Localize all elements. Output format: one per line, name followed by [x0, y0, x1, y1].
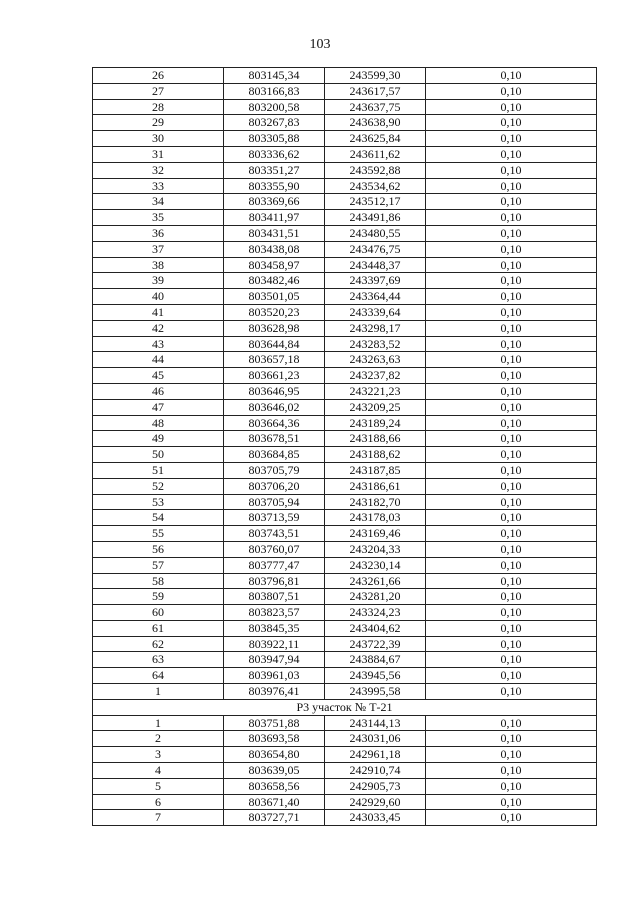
x-coordinate: 803693,58 [224, 731, 325, 747]
x-coordinate: 803654,80 [224, 747, 325, 763]
table-row [93, 636, 597, 652]
table-row [93, 747, 597, 763]
x-coordinate: 803145,34 [224, 68, 325, 84]
point-number: 35 [93, 210, 224, 226]
table-row [93, 589, 597, 605]
accuracy: 0,10 [426, 162, 597, 178]
x-coordinate: 803351,27 [224, 162, 325, 178]
x-coordinate: 803644,84 [224, 336, 325, 352]
accuracy: 0,10 [426, 478, 597, 494]
accuracy: 0,10 [426, 620, 597, 636]
x-coordinate: 803411,97 [224, 210, 325, 226]
page-number: 103 [309, 37, 331, 52]
table-row [93, 668, 597, 684]
table-row [93, 715, 597, 731]
x-coordinate: 803646,95 [224, 383, 325, 399]
table-row [93, 462, 597, 478]
table-row [93, 478, 597, 494]
point-number: 51 [93, 462, 224, 478]
table-row [93, 447, 597, 463]
x-coordinate: 803976,41 [224, 684, 325, 700]
accuracy: 0,10 [426, 273, 597, 289]
accuracy: 0,10 [426, 447, 597, 463]
accuracy: 0,10 [426, 810, 597, 826]
accuracy: 0,10 [426, 383, 597, 399]
point-number: 43 [93, 336, 224, 352]
y-coordinate: 243237,82 [325, 368, 426, 384]
accuracy: 0,10 [426, 605, 597, 621]
y-coordinate: 243617,57 [325, 83, 426, 99]
x-coordinate: 803796,81 [224, 573, 325, 589]
accuracy: 0,10 [426, 462, 597, 478]
point-number: 36 [93, 225, 224, 241]
y-coordinate: 243033,45 [325, 810, 426, 826]
accuracy: 0,10 [426, 115, 597, 131]
point-number: 39 [93, 273, 224, 289]
section-header [93, 699, 597, 715]
point-number: 63 [93, 652, 224, 668]
x-coordinate: 803658,56 [224, 778, 325, 794]
x-coordinate: 803684,85 [224, 447, 325, 463]
point-number: 1 [93, 715, 224, 731]
accuracy: 0,10 [426, 510, 597, 526]
table-row [93, 289, 597, 305]
x-coordinate: 803355,90 [224, 178, 325, 194]
y-coordinate: 243491,86 [325, 210, 426, 226]
accuracy: 0,10 [426, 352, 597, 368]
point-number: 47 [93, 399, 224, 415]
y-coordinate: 243230,14 [325, 557, 426, 573]
accuracy: 0,10 [426, 399, 597, 415]
table-row [93, 257, 597, 273]
y-coordinate: 243031,06 [325, 731, 426, 747]
x-coordinate: 803678,51 [224, 431, 325, 447]
table-row [93, 605, 597, 621]
section-title: Р3 участок № Т-21 [93, 699, 597, 715]
y-coordinate: 243189,24 [325, 415, 426, 431]
x-coordinate: 803661,23 [224, 368, 325, 384]
y-coordinate: 243448,37 [325, 257, 426, 273]
x-coordinate: 803777,47 [224, 557, 325, 573]
accuracy: 0,10 [426, 415, 597, 431]
accuracy: 0,10 [426, 715, 597, 731]
x-coordinate: 803947,94 [224, 652, 325, 668]
accuracy: 0,10 [426, 557, 597, 573]
accuracy: 0,10 [426, 589, 597, 605]
table-row [93, 352, 597, 368]
point-number: 62 [93, 636, 224, 652]
accuracy: 0,10 [426, 747, 597, 763]
y-coordinate: 243182,70 [325, 494, 426, 510]
x-coordinate: 803760,07 [224, 541, 325, 557]
y-coordinate: 242961,18 [325, 747, 426, 763]
table-row [93, 620, 597, 636]
table-row [93, 778, 597, 794]
x-coordinate: 803369,66 [224, 194, 325, 210]
accuracy: 0,10 [426, 541, 597, 557]
accuracy: 0,10 [426, 731, 597, 747]
point-number: 4 [93, 763, 224, 779]
x-coordinate: 803713,59 [224, 510, 325, 526]
table-row [93, 241, 597, 257]
table-row [93, 684, 597, 700]
x-coordinate: 803706,20 [224, 478, 325, 494]
y-coordinate: 243480,55 [325, 225, 426, 241]
y-coordinate: 243599,30 [325, 68, 426, 84]
y-coordinate: 243188,62 [325, 447, 426, 463]
x-coordinate: 803922,11 [224, 636, 325, 652]
coordinates-table [92, 67, 597, 826]
table-row [93, 763, 597, 779]
point-number: 64 [93, 668, 224, 684]
accuracy: 0,10 [426, 526, 597, 542]
x-coordinate: 803482,46 [224, 273, 325, 289]
point-number: 6 [93, 794, 224, 810]
y-coordinate: 243178,03 [325, 510, 426, 526]
point-number: 53 [93, 494, 224, 510]
y-coordinate: 243339,64 [325, 304, 426, 320]
accuracy: 0,10 [426, 320, 597, 336]
y-coordinate: 243476,75 [325, 241, 426, 257]
x-coordinate: 803807,51 [224, 589, 325, 605]
y-coordinate: 243722,39 [325, 636, 426, 652]
y-coordinate: 242929,60 [325, 794, 426, 810]
table-row [93, 320, 597, 336]
y-coordinate: 243625,84 [325, 131, 426, 147]
y-coordinate: 243298,17 [325, 320, 426, 336]
x-coordinate: 803501,05 [224, 289, 325, 305]
table-row [93, 162, 597, 178]
accuracy: 0,10 [426, 368, 597, 384]
point-number: 32 [93, 162, 224, 178]
y-coordinate: 243144,13 [325, 715, 426, 731]
x-coordinate: 803628,98 [224, 320, 325, 336]
x-coordinate: 803671,40 [224, 794, 325, 810]
y-coordinate: 243187,85 [325, 462, 426, 478]
y-coordinate: 243512,17 [325, 194, 426, 210]
point-number: 55 [93, 526, 224, 542]
table-row [93, 336, 597, 352]
y-coordinate: 243404,62 [325, 620, 426, 636]
accuracy: 0,10 [426, 178, 597, 194]
accuracy: 0,10 [426, 431, 597, 447]
y-coordinate: 243364,44 [325, 289, 426, 305]
x-coordinate: 803751,88 [224, 715, 325, 731]
table-row [93, 83, 597, 99]
x-coordinate: 803520,23 [224, 304, 325, 320]
point-number: 42 [93, 320, 224, 336]
y-coordinate: 243169,46 [325, 526, 426, 542]
point-number: 26 [93, 68, 224, 84]
point-number: 54 [93, 510, 224, 526]
y-coordinate: 243638,90 [325, 115, 426, 131]
table-row [93, 99, 597, 115]
accuracy: 0,10 [426, 99, 597, 115]
table-row [93, 146, 597, 162]
x-coordinate: 803845,35 [224, 620, 325, 636]
table-row [93, 383, 597, 399]
y-coordinate: 242910,74 [325, 763, 426, 779]
y-coordinate: 243945,56 [325, 668, 426, 684]
point-number: 7 [93, 810, 224, 826]
accuracy: 0,10 [426, 778, 597, 794]
y-coordinate: 243611,62 [325, 146, 426, 162]
point-number: 40 [93, 289, 224, 305]
y-coordinate: 243261,66 [325, 573, 426, 589]
accuracy: 0,10 [426, 636, 597, 652]
y-coordinate: 243884,67 [325, 652, 426, 668]
x-coordinate: 803646,02 [224, 399, 325, 415]
table-row [93, 225, 597, 241]
accuracy: 0,10 [426, 763, 597, 779]
accuracy: 0,10 [426, 289, 597, 305]
table-row [93, 273, 597, 289]
point-number: 31 [93, 146, 224, 162]
point-number: 45 [93, 368, 224, 384]
point-number: 49 [93, 431, 224, 447]
point-number: 34 [93, 194, 224, 210]
point-number: 1 [93, 684, 224, 700]
table-row [93, 368, 597, 384]
table-row [93, 810, 597, 826]
x-coordinate: 803639,05 [224, 763, 325, 779]
accuracy: 0,10 [426, 131, 597, 147]
y-coordinate: 243283,52 [325, 336, 426, 352]
section-row [93, 699, 597, 715]
point-number: 27 [93, 83, 224, 99]
point-number: 37 [93, 241, 224, 257]
y-coordinate: 243204,33 [325, 541, 426, 557]
x-coordinate: 803431,51 [224, 225, 325, 241]
table-row [93, 541, 597, 557]
accuracy: 0,10 [426, 794, 597, 810]
y-coordinate: 243637,75 [325, 99, 426, 115]
x-coordinate: 803267,83 [224, 115, 325, 131]
table-row [93, 68, 597, 84]
x-coordinate: 803438,08 [224, 241, 325, 257]
accuracy: 0,10 [426, 68, 597, 84]
point-number: 29 [93, 115, 224, 131]
accuracy: 0,10 [426, 225, 597, 241]
table-row [93, 131, 597, 147]
table-row [93, 731, 597, 747]
table-row [93, 210, 597, 226]
x-coordinate: 803705,79 [224, 462, 325, 478]
x-coordinate: 803200,58 [224, 99, 325, 115]
accuracy: 0,10 [426, 83, 597, 99]
y-coordinate: 243995,58 [325, 684, 426, 700]
x-coordinate: 803305,88 [224, 131, 325, 147]
y-coordinate: 243324,23 [325, 605, 426, 621]
point-number: 33 [93, 178, 224, 194]
point-number: 58 [93, 573, 224, 589]
point-number: 41 [93, 304, 224, 320]
x-coordinate: 803961,03 [224, 668, 325, 684]
accuracy: 0,10 [426, 304, 597, 320]
x-coordinate: 803458,97 [224, 257, 325, 273]
y-coordinate: 243592,88 [325, 162, 426, 178]
point-number: 50 [93, 447, 224, 463]
y-coordinate: 243397,69 [325, 273, 426, 289]
table-body-bottom [93, 715, 597, 826]
x-coordinate: 803705,94 [224, 494, 325, 510]
point-number: 56 [93, 541, 224, 557]
accuracy: 0,10 [426, 573, 597, 589]
accuracy: 0,10 [426, 668, 597, 684]
table-row [93, 431, 597, 447]
y-coordinate: 243186,61 [325, 478, 426, 494]
point-number: 2 [93, 731, 224, 747]
point-number: 30 [93, 131, 224, 147]
table-row [93, 304, 597, 320]
table-row [93, 526, 597, 542]
point-number: 59 [93, 589, 224, 605]
table-row [93, 652, 597, 668]
table-row [93, 557, 597, 573]
accuracy: 0,10 [426, 194, 597, 210]
x-coordinate: 803336,62 [224, 146, 325, 162]
y-coordinate: 243221,23 [325, 383, 426, 399]
y-coordinate: 243281,20 [325, 589, 426, 605]
accuracy: 0,10 [426, 336, 597, 352]
point-number: 57 [93, 557, 224, 573]
y-coordinate: 243534,62 [325, 178, 426, 194]
point-number: 28 [93, 99, 224, 115]
point-number: 48 [93, 415, 224, 431]
point-number: 61 [93, 620, 224, 636]
accuracy: 0,10 [426, 684, 597, 700]
point-number: 52 [93, 478, 224, 494]
point-number: 60 [93, 605, 224, 621]
table-row [93, 794, 597, 810]
table-row [93, 573, 597, 589]
x-coordinate: 803823,57 [224, 605, 325, 621]
table-body-top [93, 68, 597, 700]
point-number: 46 [93, 383, 224, 399]
table-row [93, 194, 597, 210]
table-row [93, 510, 597, 526]
x-coordinate: 803664,36 [224, 415, 325, 431]
accuracy: 0,10 [426, 210, 597, 226]
x-coordinate: 803743,51 [224, 526, 325, 542]
y-coordinate: 243188,66 [325, 431, 426, 447]
table-row [93, 178, 597, 194]
y-coordinate: 243263,63 [325, 352, 426, 368]
table-row [93, 415, 597, 431]
table-row [93, 115, 597, 131]
point-number: 3 [93, 747, 224, 763]
accuracy: 0,10 [426, 494, 597, 510]
point-number: 5 [93, 778, 224, 794]
accuracy: 0,10 [426, 257, 597, 273]
table-row [93, 399, 597, 415]
x-coordinate: 803657,18 [224, 352, 325, 368]
accuracy: 0,10 [426, 652, 597, 668]
x-coordinate: 803727,71 [224, 810, 325, 826]
table-row [93, 494, 597, 510]
y-coordinate: 242905,73 [325, 778, 426, 794]
point-number: 44 [93, 352, 224, 368]
point-number: 38 [93, 257, 224, 273]
y-coordinate: 243209,25 [325, 399, 426, 415]
x-coordinate: 803166,83 [224, 83, 325, 99]
accuracy: 0,10 [426, 146, 597, 162]
accuracy: 0,10 [426, 241, 597, 257]
